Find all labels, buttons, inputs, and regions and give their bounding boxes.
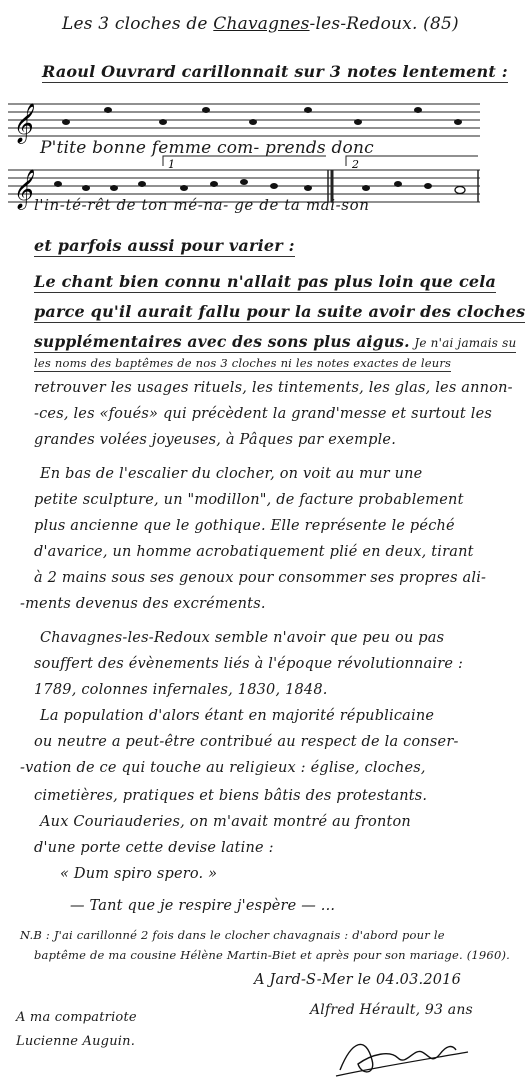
volta-2: 2 — [352, 158, 359, 171]
lyrics-line-2: l'in-té-rêt de ton mé-na- ge de ta mai-son — [34, 196, 370, 214]
bold-paragraph-tail: Je n'ai jamais su — [414, 336, 517, 350]
treble-clef-icon: 𝄞 — [12, 169, 33, 209]
body-line: d'avarice, un homme acrobatiquement plié en deux, tirant — [34, 544, 474, 560]
body-line: -ces, les «foués» qui précèdent la grand'messe et surtout les — [34, 406, 493, 422]
title-suffix: -les-Redoux. (85) — [309, 14, 459, 34]
body-line: cimetières, pratiques et biens bâtis des protestants. — [34, 788, 428, 804]
note-line-1: N.B : J'ai carillonné 2 fois dans le clocher chavagnais : d'abord pour le — [20, 928, 445, 942]
body-line: d'une porte cette devise latine : — [34, 840, 274, 856]
dedication-line-2: Lucienne Auguin. — [16, 1034, 136, 1049]
body-line: plus ancienne que le gothique. Elle représente le péché — [34, 518, 455, 534]
body-line: -vation de ce qui touche au religieux : église, cloches, — [20, 760, 426, 776]
handwritten-signature — [332, 1030, 472, 1082]
bold-paragraph-line-3 — [34, 332, 516, 353]
title-place: Chavagnes — [213, 14, 310, 34]
bold-paragraph-line-3-text: supplémentaires avec des sons plus aigus. — [34, 332, 410, 351]
body-line: Aux Couriauderies, on m'avait montré au fronton — [40, 814, 411, 830]
body-line: -ments devenus des excréments. — [20, 596, 266, 612]
title-prefix: Les 3 cloches de — [62, 14, 214, 34]
page-title — [62, 14, 459, 34]
body-line: petite sculpture, un "modillon", de facture probablement — [34, 492, 464, 508]
bold-paragraph-line-2: parce qu'il aurait fallu pour la suite avoir des cloches — [34, 302, 525, 321]
intro-line: Raoul Ouvrard carillonnait sur 3 notes lentement : — [42, 62, 508, 81]
latin-motto: « Dum spiro spero. » — [60, 866, 218, 882]
melody-notes-1 — [62, 107, 462, 125]
volta-1: 1 — [168, 158, 175, 171]
place-date: A Jard-S-Mer le 04.03.2016 — [254, 972, 462, 988]
body-line: La population d'alors étant en majorité républicaine — [40, 708, 435, 724]
variant-line: et parfois aussi pour varier : — [34, 236, 295, 255]
body-line: retrouver les usages rituels, les tintements, les glas, les annon- — [34, 380, 513, 396]
body-line: 1789, colonnes infernales, 1830, 1848. — [34, 682, 328, 698]
body-line: à 2 mains sous ses genoux pour consommer ses propres ali- — [34, 570, 487, 586]
author-name: Alfred Hérault, 93 ans — [310, 1002, 473, 1018]
small-line: les noms des baptêmes de nos 3 cloches ni les notes exactes de leurs — [34, 356, 452, 370]
body-line: Chavagnes-les-Redoux semble n'avoir que peu ou pas — [40, 630, 445, 646]
body-line: souffert des évènements liés à l'époque révolutionnaire : — [34, 656, 464, 672]
dedication-line-1: A ma compatriote — [16, 1010, 137, 1025]
body-line: ou neutre a peut-être contribué au respect de la conser- — [34, 734, 459, 750]
treble-clef-icon: 𝄞 — [12, 103, 33, 143]
bold-paragraph-line-1: Le chant bien connu n'allait pas plus loin que cela — [34, 272, 497, 291]
motto-translation: — Tant que je respire j'espère — ... — [70, 898, 336, 914]
lyrics-line-1: P'tite bonne femme com- prends donc — [40, 138, 374, 158]
note-line-2: baptême de ma cousine Hélène Martin-Biet et après pour son mariage. (1960). — [34, 948, 511, 962]
body-line: En bas de l'escalier du clocher, on voit au mur une — [40, 466, 423, 482]
body-line: grandes volées joyeuses, à Pâques par exemple. — [34, 432, 397, 448]
